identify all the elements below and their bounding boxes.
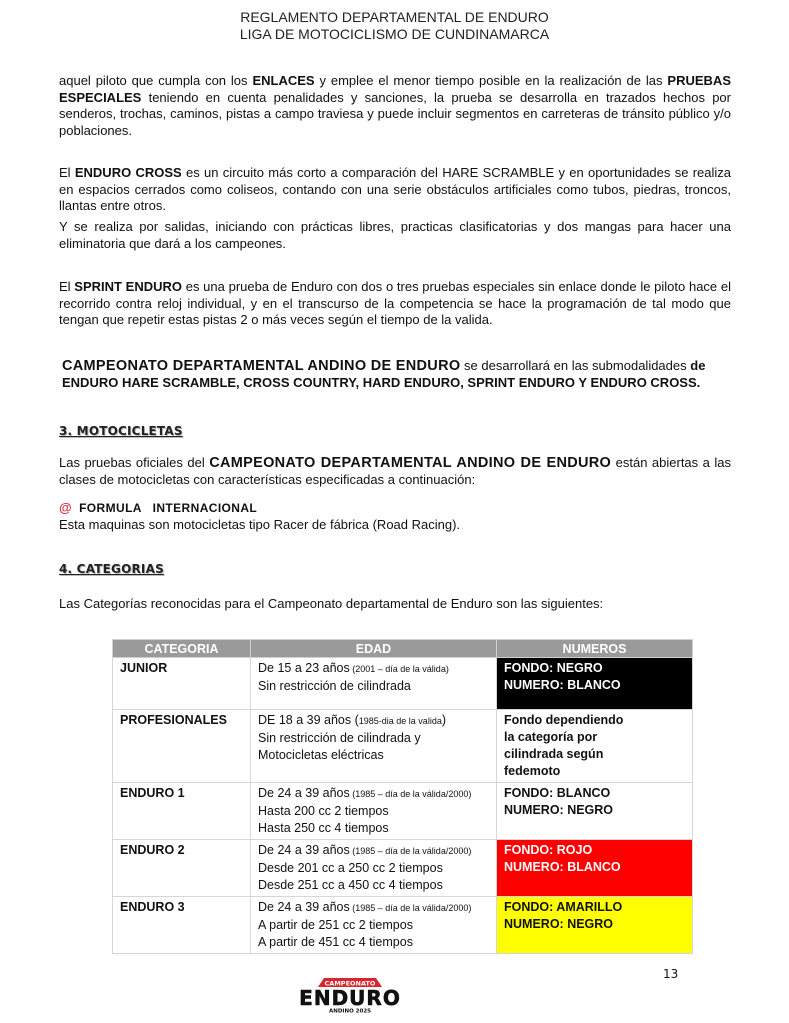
numbers-line: NUMERO: NEGRO — [504, 917, 614, 931]
age-note: (1985 – día de la válida/2000) — [349, 789, 472, 799]
age-note: (2001 – día de la válida) — [349, 664, 449, 674]
paragraph-enduro-definition — [59, 73, 731, 139]
category-cell: ENDURO 1 — [113, 783, 251, 840]
paragraph-salidas: Y se realiza por salidas, iniciando con prácticas libres, practicas clasificatorias y dos mangas para hacer una eliminatoria que dará a los campeones. — [59, 219, 731, 251]
age-main: DE 18 a 39 años ( — [258, 713, 359, 727]
numbers-cell — [497, 840, 693, 897]
age-line: Desde 251 cc a 450 cc 4 tiempos — [258, 878, 443, 892]
age-line: Sin restricción de cilindrada y — [258, 731, 421, 745]
table-row — [113, 710, 693, 783]
logo-bottom-text: ANDINO 2025 — [329, 1008, 371, 1014]
numbers-line: FONDO: BLANCO — [504, 786, 611, 800]
campeonato-enduro-logo — [296, 976, 404, 1014]
numbers-line: cilindrada según — [504, 747, 604, 761]
section-heading-categorias — [59, 562, 164, 576]
categories-table — [112, 639, 693, 954]
paragraph-sprint-enduro — [59, 279, 731, 329]
age-line: A partir de 251 cc 2 tiempos — [258, 918, 413, 932]
logo-top-text: CAMPEONATO — [324, 979, 376, 988]
bullet-label: FORMULA INTERNACIONAL — [79, 501, 258, 515]
paragraph-pruebas-oficiales — [59, 455, 731, 488]
age-line: Desde 201 cc a 250 cc 2 tiempos — [258, 861, 443, 875]
age-line: Sin restricción de cilindrada — [258, 679, 411, 693]
age-main: De 24 a 39 años — [258, 843, 350, 857]
text: es una prueba de Enduro con dos o tres pruebas especiales sin enlace donde le piloto hace el recorrido contra reloj individual, y en el transcurso de la competencia se hace la programación de tal modo que tengan que repetir estas pistas 2 o más veces según el tiempo de la valida. — [59, 279, 731, 327]
numbers-line: la categoría por — [504, 730, 598, 744]
age-range — [258, 712, 490, 730]
age-cell — [251, 710, 497, 783]
bold-pruebas-especiales: PRUEBAS ESPECIALES — [59, 73, 731, 105]
category-cell: PROFESIONALES — [113, 710, 251, 783]
category-cell: ENDURO 2 — [113, 840, 251, 897]
text: teniendo en cuenta penalidades y sanciones, la prueba se desarrolla en trazados hechos por senderos, trochas, caminos, pistas a campo traviesa y puede incluir segmentos en carreteras de tránsito público y/o poblaciones. — [59, 89, 731, 138]
age-line: Hasta 200 cc 2 tiempos — [258, 804, 389, 818]
age-main: De 15 a 23 años — [258, 661, 350, 675]
age-line: Hasta 250 cc 4 tiempos — [258, 821, 389, 835]
table-row — [113, 840, 693, 897]
category-cell: ENDURO 3 — [113, 897, 251, 954]
numbers-line: FONDO: AMARILLO — [504, 900, 623, 914]
section-heading-text: 3. MOTOCICLETAS — [59, 424, 183, 438]
bold-campeonato: CAMPEONATO DEPARTAMENTAL ANDINO DE ENDURO — [62, 358, 461, 374]
numbers-cell — [497, 658, 693, 710]
text: El — [59, 279, 75, 294]
column-header-numeros: NUMEROS — [497, 640, 693, 658]
age-main-end: ) — [441, 713, 446, 727]
table-row — [113, 783, 693, 840]
age-cell — [251, 840, 497, 897]
bold-sprint-enduro: SPRINT ENDURO — [74, 279, 183, 294]
numbers-line: NUMERO: BLANCO — [504, 678, 621, 692]
text: se desarrollará en las submodalidades — [460, 358, 691, 373]
section-heading-motocicletas — [59, 424, 183, 438]
age-range — [258, 660, 490, 678]
age-range — [258, 842, 490, 860]
numbers-cell — [497, 783, 693, 840]
age-range — [258, 899, 490, 917]
section-heading-text: 4. CATEGORIAS — [59, 562, 164, 576]
age-cell — [251, 783, 497, 840]
paragraph-campeonato — [62, 358, 730, 391]
bold-submodalidades: de ENDURO HARE SCRAMBLE, CROSS COUNTRY, HARD ENDURO, SPRINT ENDURO Y ENDURO CROSS. — [62, 358, 706, 390]
age-cell — [251, 658, 497, 710]
numbers-cell — [497, 710, 693, 783]
text: es un circuito más corto a comparación del HARE SCRAMBLE y en oportunidades se realiza en espacios cerrados como coliseos, contando con una serie obstáculos artificiales como tubos, piedras, troncos, llantas entre otros. — [59, 165, 732, 213]
text: El — [59, 165, 75, 180]
age-note: (1985 – día de la válida/2000) — [349, 903, 472, 913]
table-header-row — [113, 640, 693, 658]
numbers-line: fedemoto — [504, 764, 561, 778]
paragraph-categorias-intro: Las Categorías reconocidas para el Campeonato departamental de Enduro son las siguientes: — [59, 596, 604, 611]
text: aquel piloto que cumpla con los — [59, 73, 253, 88]
bullet-formula-internacional — [59, 500, 257, 515]
numbers-cell — [497, 897, 693, 954]
column-header-categoria: CATEGORIA — [113, 640, 251, 658]
table-row — [113, 658, 693, 710]
text: están abiertas a las clases de motocicletas con características especificadas a continuación: — [59, 455, 731, 487]
numbers-line: FONDO: NEGRO — [504, 661, 603, 675]
age-main: De 24 a 39 años — [258, 900, 350, 914]
logo-main-text: ENDURO — [299, 986, 401, 1010]
age-range — [258, 785, 490, 803]
bold-enlaces: ENLACES — [252, 73, 315, 88]
numbers-line: FONDO: ROJO — [504, 843, 593, 857]
table-row — [113, 897, 693, 954]
paragraph-enduro-cross — [59, 165, 731, 215]
circle-arrow-icon: @ — [59, 500, 73, 515]
numbers-line: Fondo dependiendo — [504, 713, 624, 727]
age-line: A partir de 451 cc 4 tiempos — [258, 935, 413, 949]
text: Las pruebas oficiales del — [59, 455, 210, 470]
page-header — [0, 9, 789, 43]
numbers-line: NUMERO: BLANCO — [504, 860, 621, 874]
column-header-edad: EDAD — [251, 640, 497, 658]
age-note: 1985-dia de la valida — [358, 716, 442, 726]
category-cell: JUNIOR — [113, 658, 251, 710]
bold-enduro-cross: ENDURO CROSS — [74, 165, 182, 180]
page-number: 13 — [663, 967, 679, 981]
paragraph-racer: Esta maquinas son motocicletas tipo Racer de fábrica (Road Racing). — [59, 517, 461, 532]
numbers-line: NUMERO: NEGRO — [504, 803, 614, 817]
bold-campeonato: CAMPEONATO DEPARTAMENTAL ANDINO DE ENDURO — [209, 455, 612, 471]
text: y emplee el menor tiempo posible en la realización de las — [314, 73, 668, 88]
age-cell — [251, 897, 497, 954]
age-note: (1985 – día de la válida/2000) — [349, 846, 472, 856]
header-title: REGLAMENTO DEPARTAMENTAL DE ENDURO — [240, 9, 549, 25]
header-subtitle: LIGA DE MOTOCICLISMO DE CUNDINAMARCA — [239, 26, 550, 42]
age-main: De 24 a 39 años — [258, 786, 350, 800]
age-line: Motocicletas eléctricas — [258, 748, 384, 762]
